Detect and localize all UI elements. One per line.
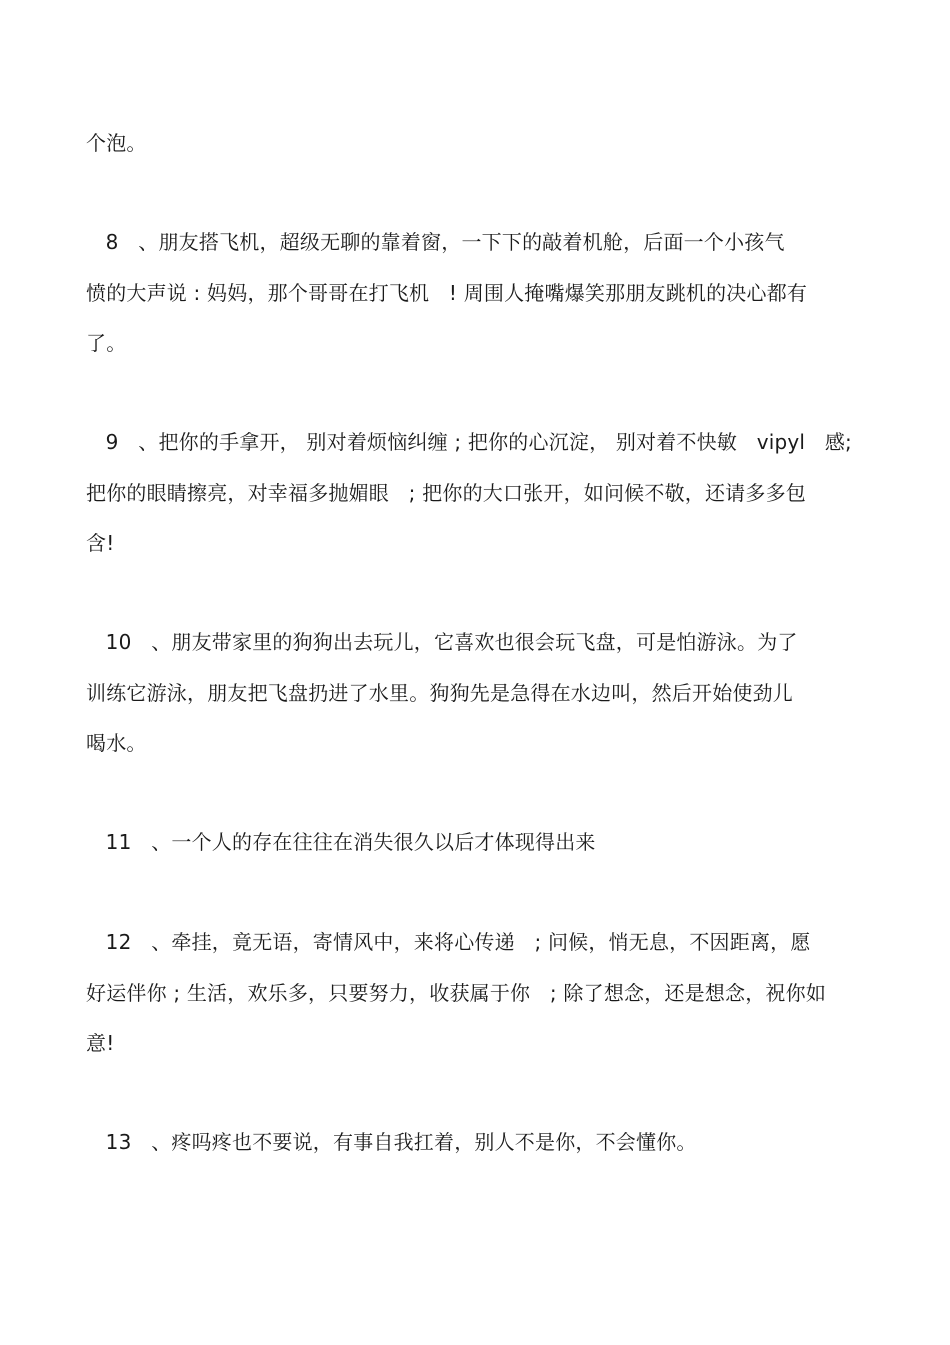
text-line: 10 、朋友带家里的狗狗出去玩儿，它喜欢也很会玩飞盘，可是怕游泳。为了 bbox=[86, 630, 798, 654]
text-line: 12 、牵挂，竟无语，寄情风中，来将心传递 ; 问候，悄无息，不因距离，愿 bbox=[86, 930, 811, 954]
text-line: 意! bbox=[86, 1031, 115, 1055]
text-line: 含! bbox=[86, 531, 115, 555]
text-line: 把你的眼睛擦亮，对幸福多抛媚眼 ; 把你的大口张开，如问候不敬，还请多多包 bbox=[86, 481, 806, 505]
text-line: 13 、疼吗疼也不要说，有事自我扛着，别人不是你，不会懂你。 bbox=[86, 1130, 697, 1154]
text-line: 个泡。 bbox=[86, 131, 147, 155]
text-line: 了。 bbox=[86, 331, 127, 355]
text-line: 好运伴你 ; 生活，欢乐多，只要努力，收获属于你 ; 除了想念，还是想念，祝你如 bbox=[86, 981, 827, 1005]
text-line: 训练它游泳，朋友把飞盘扔进了水里。狗狗先是急得在水边叫，然后开始使劲儿 bbox=[86, 681, 793, 705]
text-line: 11 、一个人的存在往往在消失很久以后才体现得出来 bbox=[86, 830, 596, 854]
text-line: 愤的大声说 : 妈妈，那个哥哥在打飞机 ! 周围人掩嘴爆笑那朋友跳机的决心都有 bbox=[86, 281, 808, 305]
text-line: 喝水。 bbox=[86, 731, 147, 755]
text-line: 9 、把你的手拿开， 别对着烦恼纠缠 ; 把你的心沉淀， 别对着不快敏 vipyl 感; bbox=[86, 430, 852, 454]
text-line: 8 、朋友搭飞机，超级无聊的靠着窗，一下下的敲着机舱，后面一个小孩气 bbox=[86, 230, 785, 254]
